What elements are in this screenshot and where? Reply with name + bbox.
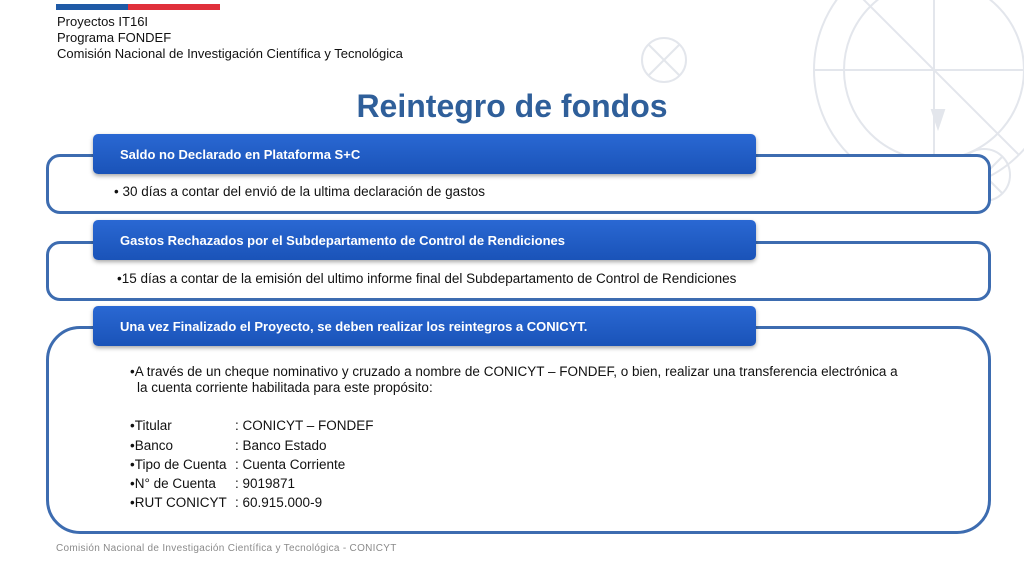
detail-key: •Tipo de Cuenta <box>130 457 227 472</box>
section-bullet-gastos: •15 días a contar de la emisión del ultimo informe final del Subdepartamento de Control de Rendiciones <box>117 271 737 286</box>
detail-key: •N° de Cuenta <box>130 476 216 491</box>
section-bullet-saldo: • 30 días a contar del envió de la ultima declaración de gastos <box>114 184 485 199</box>
flag-blue-segment <box>56 4 128 10</box>
detail-row-titular <box>130 418 374 433</box>
flag-stripe <box>56 4 220 10</box>
flag-red-segment <box>128 4 220 10</box>
detail-key: •Banco <box>130 438 174 453</box>
payment-instructions-line1: •A través de un cheque nominativo y cruzado a nombre de CONICYT – FONDEF, o bien, realizar una transferencia electrónica a <box>130 364 898 379</box>
payment-instructions <box>130 364 930 396</box>
detail-value: : 60.915.000-9 <box>235 495 323 510</box>
header-line-commission: Comisión Nacional de Investigación Científica y Tecnológica <box>57 46 403 61</box>
detail-value: : 9019871 <box>235 476 296 491</box>
payment-instructions-line2: la cuenta corriente habilitada para este propósito: <box>137 380 433 395</box>
detail-key: •Titular <box>130 418 172 433</box>
header-line-project: Proyectos IT16I <box>57 14 149 29</box>
header-info <box>57 14 403 62</box>
detail-key: •RUT CONICYT <box>130 495 227 510</box>
detail-row-numero-cuenta <box>130 476 295 491</box>
detail-value: : CONICYT – FONDEF <box>235 418 374 433</box>
section-heading-gastos: Gastos Rechazados por el Subdepartamento de Control de Rendiciones <box>93 220 756 260</box>
detail-row-banco <box>130 438 327 453</box>
header-line-program: Programa FONDEF <box>57 30 172 45</box>
detail-value: : Banco Estado <box>235 438 327 453</box>
page-title: Reintegro de fondos <box>356 88 668 124</box>
section-heading-finalizado: Una vez Finalizado el Proyecto, se deben realizar los reintegros a CONICYT. <box>93 306 756 346</box>
section-heading-saldo: Saldo no Declarado en Plataforma S+C <box>93 134 756 174</box>
footer-text: Comisión Nacional de Investigación Científica y Tecnológica - CONICYT <box>56 543 397 554</box>
detail-row-rut <box>130 495 322 510</box>
detail-value: : Cuenta Corriente <box>235 457 346 472</box>
detail-row-tipo-cuenta <box>130 457 345 472</box>
